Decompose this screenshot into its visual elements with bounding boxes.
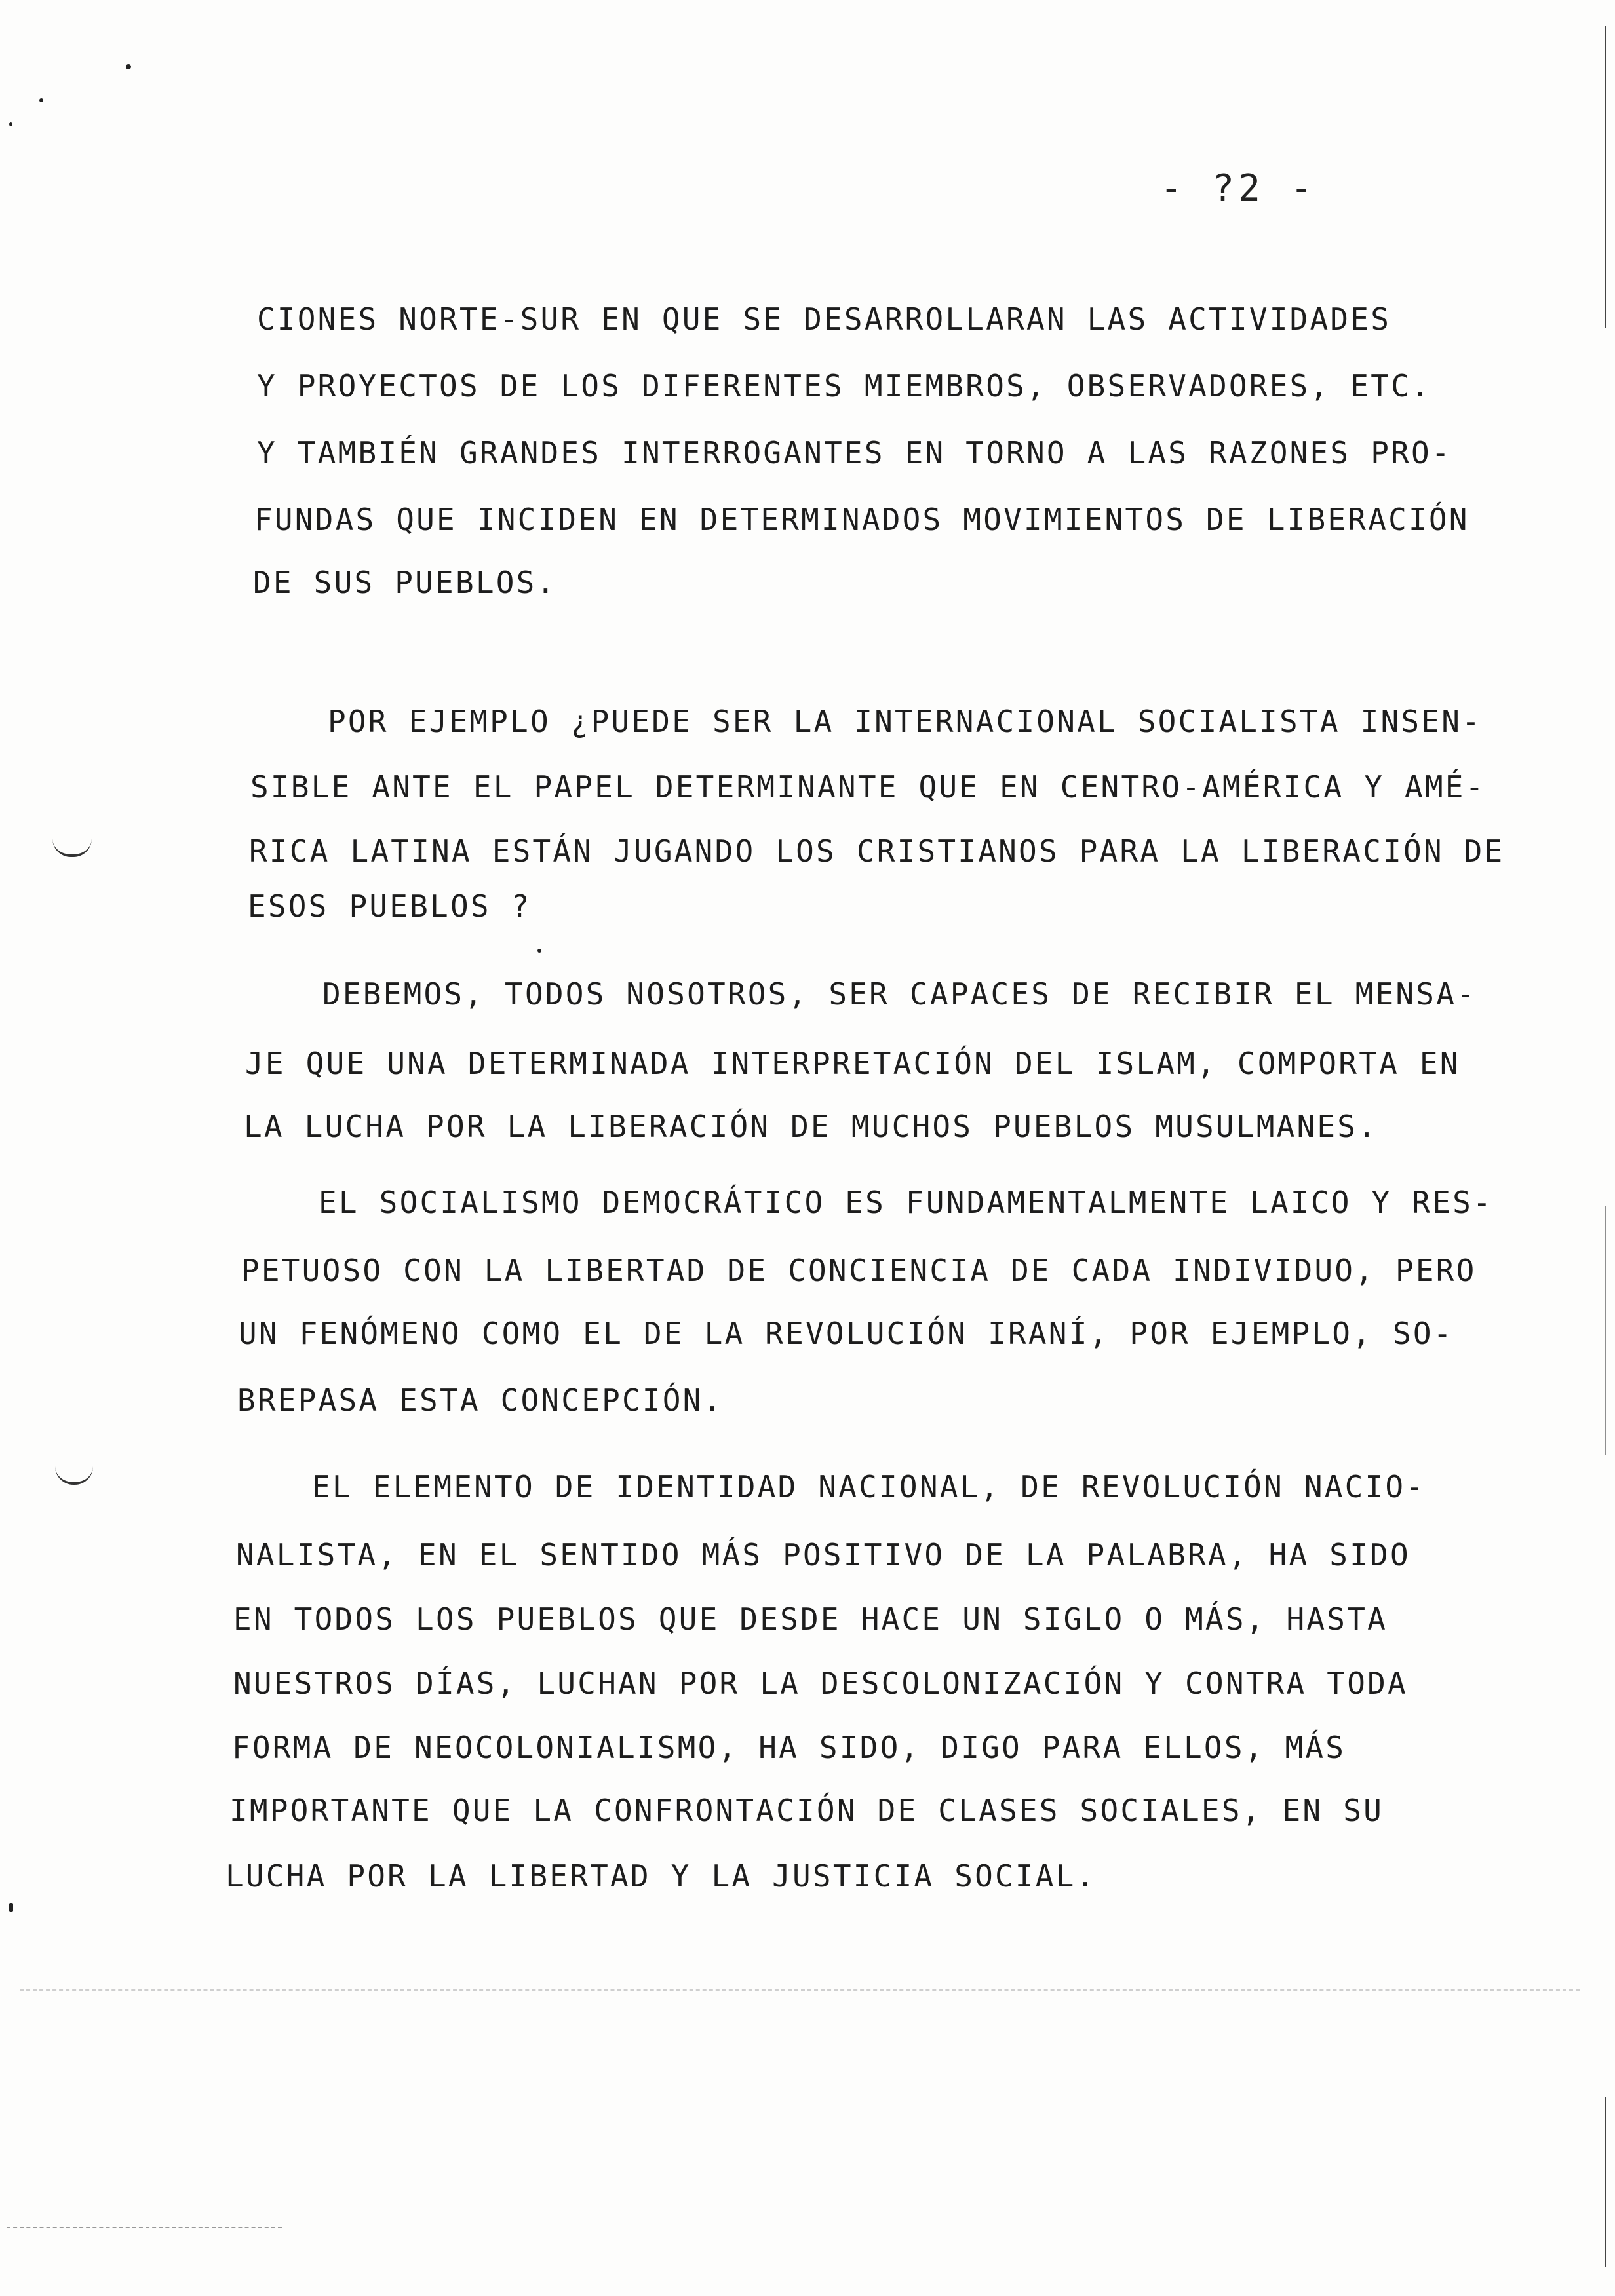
- paragraph-3-line: JE QUE UNA DETERMINADA INTERPRETACIÓN DEL ISLAM, COMPORTA EN: [245, 1046, 1460, 1081]
- paragraph-1-line: CIONES NORTE-SUR EN QUE SE DESARROLLARAN LAS ACTIVIDADES: [257, 301, 1391, 337]
- scan-speck: [537, 949, 541, 953]
- paragraph-2-line: ESOS PUEBLOS ?: [248, 889, 532, 924]
- scan-speck: [126, 64, 131, 69]
- paragraph-4-line: PETUOSO CON LA LIBERTAD DE CONCIENCIA DE CADA INDIVIDUO, PERO: [241, 1253, 1477, 1288]
- scan-speck: [9, 1903, 13, 1912]
- paragraph-2-line: RICA LATINA ESTÁN JUGANDO LOS CRISTIANOS PARA LA LIBERACIÓN DE: [249, 833, 1505, 869]
- page-number: - ?2 -: [1160, 167, 1317, 210]
- paragraph-5-line: NUESTROS DÍAS, LUCHAN POR LA DESCOLONIZACIÓN Y CONTRA TODA: [233, 1666, 1408, 1701]
- paragraph-5-line: EN TODOS LOS PUEBLOS QUE DESDE HACE UN SIGLO O MÁS, HASTA: [233, 1601, 1388, 1637]
- paragraph-4-line: UN FENÓMENO COMO EL DE LA REVOLUCIÓN IRANÍ, POR EJEMPLO, SO-: [239, 1316, 1454, 1351]
- paragraph-4-line: BREPASA ESTA CONCEPCIÓN.: [237, 1383, 724, 1418]
- scan-dashes: [7, 2227, 282, 2228]
- paragraph-1-line: Y TAMBIÉN GRANDES INTERROGANTES EN TORNO A LAS RAZONES PRO-: [257, 435, 1452, 470]
- scan-dashes: [20, 1989, 1580, 1991]
- paragraph-3-line: DEBEMOS, TODOS NOSOTROS, SER CAPACES DE RECIBIR EL MENSA-: [322, 976, 1477, 1012]
- paragraph-5-line: LUCHA POR LA LIBERTAD Y LA JUSTICIA SOCIAL.: [225, 1858, 1097, 1894]
- paragraph-5-line: EL ELEMENTO DE IDENTIDAD NACIONAL, DE REVOLUCIÓN NACIO-: [312, 1469, 1426, 1504]
- scan-edge-line: [1605, 1206, 1606, 1455]
- paragraph-5-line: IMPORTANTE QUE LA CONFRONTACIÓN DE CLASES SOCIALES, EN SU: [229, 1793, 1384, 1828]
- paragraph-4-line: EL SOCIALISMO DEMOCRÁTICO ES FUNDAMENTALMENTE LAICO Y RES-: [319, 1185, 1493, 1220]
- scan-speck: [9, 122, 12, 126]
- scan-speck: [39, 98, 43, 102]
- paragraph-5-line: NALISTA, EN EL SENTIDO MÁS POSITIVO DE LA PALABRA, HA SIDO: [236, 1537, 1411, 1573]
- paragraph-1-line: DE SUS PUEBLOS.: [253, 565, 557, 600]
- paragraph-2-line: SIBLE ANTE EL PAPEL DETERMINANTE QUE EN CENTRO-AMÉRICA Y AMÉ-: [250, 769, 1486, 805]
- margin-binding-mark: [52, 839, 92, 857]
- paragraph-1-line: Y PROYECTOS DE LOS DIFERENTES MIEMBROS, OBSERVADORES, ETC.: [257, 368, 1431, 404]
- margin-binding-mark: [55, 1466, 93, 1485]
- paragraph-1-line: FUNDAS QUE INCIDEN EN DETERMINADOS MOVIMIENTOS DE LIBERACIÓN: [254, 502, 1469, 537]
- paragraph-5-line: FORMA DE NEOCOLONIALISMO, HA SIDO, DIGO PARA ELLOS, MÁS: [232, 1730, 1346, 1765]
- scan-edge-line: [1605, 26, 1606, 328]
- paragraph-3-line: LA LUCHA POR LA LIBERACIÓN DE MUCHOS PUEBLOS MUSULMANES.: [244, 1109, 1378, 1144]
- paragraph-2-line: POR EJEMPLO ¿PUEDE SER LA INTERNACIONAL SOCIALISTA INSEN-: [328, 704, 1482, 739]
- scan-edge-line: [1605, 2097, 1606, 2267]
